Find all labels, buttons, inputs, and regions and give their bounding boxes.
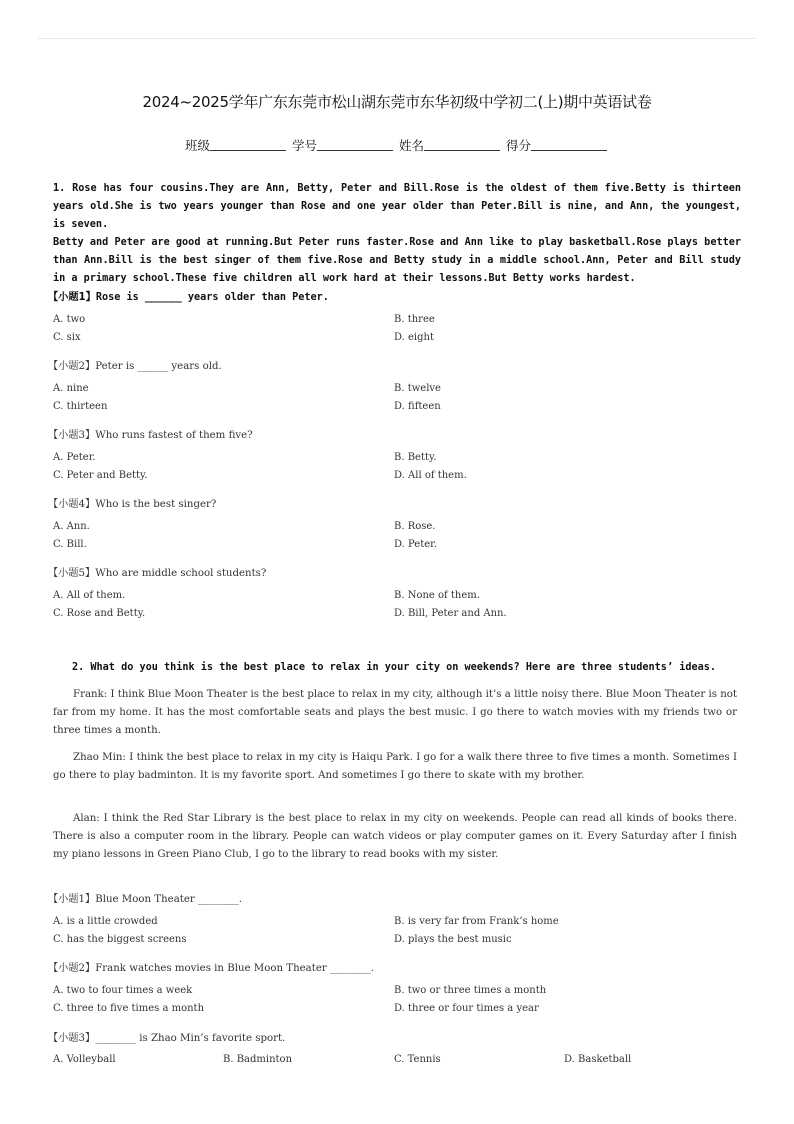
q2-sub3-stem bbox=[48, 1029, 285, 1044]
q2-sub2-option-a[interactable]: A. two to four times a week bbox=[53, 985, 193, 996]
score-label: 得分 bbox=[505, 138, 531, 153]
q1-sub3-option-c[interactable]: C. Peter and Betty. bbox=[53, 470, 148, 481]
name-label: 姓名 bbox=[398, 138, 424, 153]
q1-sub4-text: Who is the best singer? bbox=[95, 499, 217, 510]
q1-passage bbox=[53, 180, 741, 288]
top-rule bbox=[38, 38, 756, 39]
q2-para-zhao bbox=[53, 749, 737, 785]
q2-para-frank bbox=[53, 686, 737, 740]
q2-sub1-stem bbox=[48, 890, 242, 905]
q2-sub1-option-c[interactable]: C. has the biggest screens bbox=[53, 934, 187, 945]
q1-sub5-option-a[interactable]: A. All of them. bbox=[53, 590, 126, 601]
q2-para-zhao-text: Zhao Min: I think the best place to relax in my city is Haiqu Park. I go for a walk there three to five times a month. Sometimes I go there to play badminton. It is my favorite sport. And sometimes I go there to skate with my brother. bbox=[53, 752, 737, 781]
student-info-line bbox=[0, 136, 794, 154]
q1-sub5-stem bbox=[48, 564, 266, 579]
q2-sub1-option-a[interactable]: A. is a little crowded bbox=[53, 916, 158, 927]
q2-sub3-option-d[interactable]: D. Basketball bbox=[564, 1054, 632, 1065]
q1-sub2-option-b[interactable]: B. twelve bbox=[394, 383, 441, 394]
q1-sub5-tag: 【小题5】 bbox=[48, 568, 96, 579]
q2-sub1-option-b[interactable]: B. is very far from Frank’s home bbox=[394, 916, 559, 927]
q1-sub3-option-d[interactable]: D. All of them. bbox=[394, 470, 467, 481]
q1-sub1-option-d[interactable]: D. eight bbox=[394, 332, 434, 343]
q2-sub2-option-c[interactable]: C. three to five times a month bbox=[53, 1003, 205, 1014]
q1-passage-p1: 1. Rose has four cousins.They are Ann, Betty, Peter and Bill.Rose is the oldest of them five.Betty is thirteen years old.She is two years younger than Rose and one year older than Peter.Bill is nine, and Ann, the youngest, is seven. bbox=[53, 183, 741, 230]
q1-passage-p2: Betty and Peter are good at running.But Peter runs faster.Rose and Ann like to play basketball.Rose plays better than Ann.Bill is the best singer of them five.Rose and Betty study in a middle school.Ann, Peter and Bill study in a primary school.These five children all work hard at their lessons.But Betty works hardest. bbox=[53, 237, 741, 284]
q1-sub5-text: Who are middle school students? bbox=[95, 568, 267, 579]
page-title: 2024~2025学年广东东莞市松山湖东莞市东华初级中学初二(上)期中英语试卷 bbox=[142, 93, 652, 111]
q2-sub3-text: ________ is Zhao Min’s favorite sport. bbox=[95, 1033, 286, 1044]
q1-sub3-text: Who runs fastest of them five? bbox=[95, 430, 253, 441]
q1-sub2-stem bbox=[48, 357, 222, 372]
q1-sub2-option-c[interactable]: C. thirteen bbox=[53, 401, 108, 412]
q1-sub4-option-a[interactable]: A. Ann. bbox=[53, 521, 90, 532]
number-blank[interactable] bbox=[317, 138, 393, 151]
q1-sub4-option-b[interactable]: B. Rose. bbox=[394, 521, 436, 532]
number-label: 学号 bbox=[291, 138, 317, 153]
name-blank[interactable] bbox=[424, 138, 500, 151]
q1-sub1-tag: 【小题1】 bbox=[48, 292, 96, 303]
q2-sub3-option-a[interactable]: A. Volleyball bbox=[53, 1054, 116, 1065]
class-label: 班级 bbox=[184, 138, 210, 153]
q1-sub3-tag: 【小题3】 bbox=[48, 430, 96, 441]
q2-sub2-stem bbox=[48, 959, 374, 974]
q2-sub3-option-b[interactable]: B. Badminton bbox=[223, 1054, 293, 1065]
q1-sub5-option-d[interactable]: D. Bill, Peter and Ann. bbox=[394, 608, 507, 619]
q2-sub2-tag: 【小题2】 bbox=[48, 963, 96, 974]
q1-sub1-option-b[interactable]: B. three bbox=[394, 314, 435, 325]
q1-sub1-stem bbox=[48, 288, 329, 303]
q1-sub4-stem bbox=[48, 495, 216, 510]
q2-sub3-option-c[interactable]: C. Tennis bbox=[394, 1054, 441, 1065]
q1-sub2-text: Peter is ______ years old. bbox=[95, 361, 222, 372]
q2-sub1-option-d[interactable]: D. plays the best music bbox=[394, 934, 512, 945]
q1-sub2-tag: 【小题2】 bbox=[48, 361, 96, 372]
q2-para-alan bbox=[53, 810, 737, 864]
q1-sub3-option-a[interactable]: A. Peter. bbox=[53, 452, 96, 463]
q1-sub3-stem bbox=[48, 426, 253, 441]
q2-sub2-option-b[interactable]: B. two or three times a month bbox=[394, 985, 547, 996]
q2-sub3-tag: 【小题3】 bbox=[48, 1033, 96, 1044]
q2-sub1-tag: 【小题1】 bbox=[48, 894, 96, 905]
q1-sub5-option-b[interactable]: B. None of them. bbox=[394, 590, 480, 601]
q2-sub2-option-d[interactable]: D. three or four times a year bbox=[394, 1003, 539, 1014]
q1-sub5-option-c[interactable]: C. Rose and Betty. bbox=[53, 608, 146, 619]
q1-sub1-option-a[interactable]: A. two bbox=[53, 314, 86, 325]
q1-sub3-option-b[interactable]: B. Betty. bbox=[394, 452, 437, 463]
q1-sub1-text: Rose is ______ years older than Peter. bbox=[95, 292, 329, 303]
q2-heading: 2. What do you think is the best place to relax in your city on weekends? Here are three students’ ideas. bbox=[72, 662, 717, 673]
q1-sub2-option-d[interactable]: D. fifteen bbox=[394, 401, 441, 412]
q1-sub4-option-d[interactable]: D. Peter. bbox=[394, 539, 438, 550]
q2-para-alan-text: Alan: I think the Red Star Library is the best place to relax in my city on weekends. People can read all kinds of books there. There is also a computer room in the library. People can watch videos or play computer games on it. Every Saturday after I finish my piano lessons in Green Piano Club, I go to the library to read books with my sister. bbox=[53, 813, 737, 860]
q2-para-frank-text: Frank: I think Blue Moon Theater is the best place to relax in my city, although it’s a little noisy there. Blue Moon Theater is not far from my home. It has the most comfortable seats and plays the best music. I go there to watch movies with my friends two or three times a month. bbox=[53, 689, 737, 736]
class-blank[interactable] bbox=[210, 138, 286, 151]
q1-sub2-option-a[interactable]: A. nine bbox=[53, 383, 89, 394]
q2-sub1-text: Blue Moon Theater ________. bbox=[95, 894, 242, 905]
q1-sub4-tag: 【小题4】 bbox=[48, 499, 96, 510]
q1-sub4-option-c[interactable]: C. Bill. bbox=[53, 539, 87, 550]
q2-sub2-text: Frank watches movies in Blue Moon Theater ________. bbox=[95, 963, 374, 974]
q1-sub1-option-c[interactable]: C. six bbox=[53, 332, 81, 343]
score-blank[interactable] bbox=[531, 138, 607, 151]
